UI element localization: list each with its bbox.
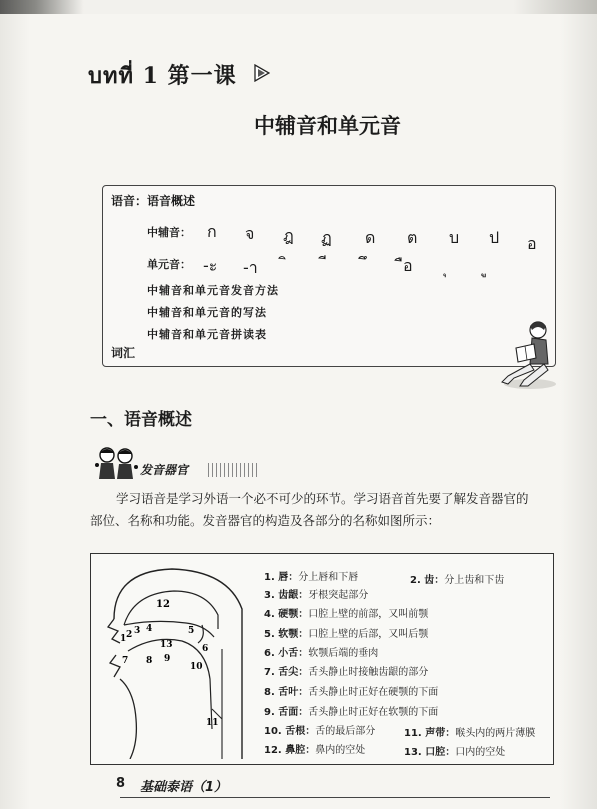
- legend-item: 2. 齿：分上齿和下齿: [410, 575, 505, 586]
- consonant-glyph: อ: [527, 234, 537, 253]
- summary-item: 中辅音和单元音发音方法: [147, 284, 279, 297]
- consonant-glyph: ต: [407, 228, 418, 247]
- consonant-glyph: ด: [365, 228, 376, 247]
- lesson-arrow-icon: [254, 64, 270, 82]
- consonant-glyph: ก: [207, 222, 217, 241]
- paragraph-line: 学习语音是学习外语一个必不可少的环节。学习语音首先要了解发音器官的: [116, 491, 529, 506]
- vowel-glyph: ือ: [403, 256, 413, 275]
- summary-item: 中辅音和单元音拼读表: [147, 328, 267, 341]
- consonant-glyph: ฎ: [283, 226, 294, 245]
- legend-item: 7. 舌尖：舌头静止时接触齿龈的部分: [264, 667, 429, 678]
- diagram-number: 9: [164, 654, 171, 664]
- vocal-organs-diagram: [94, 559, 254, 759]
- reading-student-illustration: [494, 318, 558, 390]
- section-title: 一、语音概述: [90, 410, 192, 430]
- legend-item: 12. 鼻腔：鼻内的空处: [264, 745, 366, 756]
- consonant-glyph: ป: [489, 228, 500, 247]
- legend-item: 11. 声带：喉头内的两片薄膜: [404, 728, 536, 739]
- diagram-number: 4: [146, 624, 153, 634]
- vowel-glyph: -ะ: [203, 256, 218, 275]
- legend-item: 4. 硬颚：口腔上壁的前部，又叫前颚: [264, 609, 429, 620]
- consonant-glyph: บ: [449, 228, 460, 247]
- footer-rule: [120, 797, 550, 798]
- lesson-title: บทที่ 1 第一课: [88, 63, 237, 89]
- legend-item: 9. 舌面：舌头静止时正好在软颚的下面: [264, 707, 439, 718]
- book-title: 基础泰语（1）: [140, 780, 228, 795]
- lesson-summary-box: [102, 185, 556, 367]
- main-title: 中辅音和单元音: [254, 113, 401, 138]
- legend-item: 13. 口腔：口内的空处: [404, 747, 506, 758]
- diagram-number: 7: [122, 656, 129, 666]
- diagram-number: 1: [120, 634, 127, 644]
- diagram-number: 13: [160, 640, 173, 650]
- legend-item: 3. 齿龈：牙根突起部分: [264, 590, 369, 601]
- diagram-number: 5: [188, 626, 195, 636]
- scan-edge-strip: [0, 0, 597, 14]
- legend-item: 10. 舌根：舌的最后部分: [264, 726, 376, 737]
- vocab-label: 词汇: [111, 346, 136, 360]
- consonant-glyph: จ: [245, 224, 255, 243]
- legend-item: 6. 小舌：软颚后端的垂肉: [264, 648, 379, 659]
- diagram-number: 6: [202, 644, 209, 654]
- summary-item: 中辅音和单元音的写法: [147, 306, 267, 319]
- diagram-number: 3: [134, 626, 141, 636]
- banner-decoration: [208, 463, 258, 477]
- paragraph-line: 部位、名称和功能。发音器官的构造及各部分的名称如图所示：: [90, 513, 441, 528]
- legend-item: 8. 舌叶：舌头静止时正好在硬颚的下面: [264, 687, 439, 698]
- legend-item: 1. 唇：分上唇和下唇: [264, 572, 359, 583]
- consonant-row-label: 中辅音：: [147, 226, 191, 239]
- diagram-number: 8: [146, 656, 153, 666]
- consonant-glyph: ฏ: [321, 228, 332, 247]
- legend-item: 5. 软颚：口腔上壁的后部，又叫后颚: [264, 629, 429, 640]
- diagram-number: 2: [126, 630, 133, 640]
- diagram-number: 12: [156, 599, 170, 610]
- diagram-number: 11: [206, 718, 219, 728]
- vowel-glyph: -า: [243, 258, 258, 277]
- page-number: 8: [116, 776, 126, 791]
- banner-text: 发音器官: [140, 463, 189, 477]
- kids-banner-icon: [94, 445, 140, 483]
- phonetics-label: 语音：语音概述: [111, 194, 196, 208]
- diagram-number: 10: [190, 662, 203, 672]
- vowel-row-label: 单元音：: [147, 258, 191, 271]
